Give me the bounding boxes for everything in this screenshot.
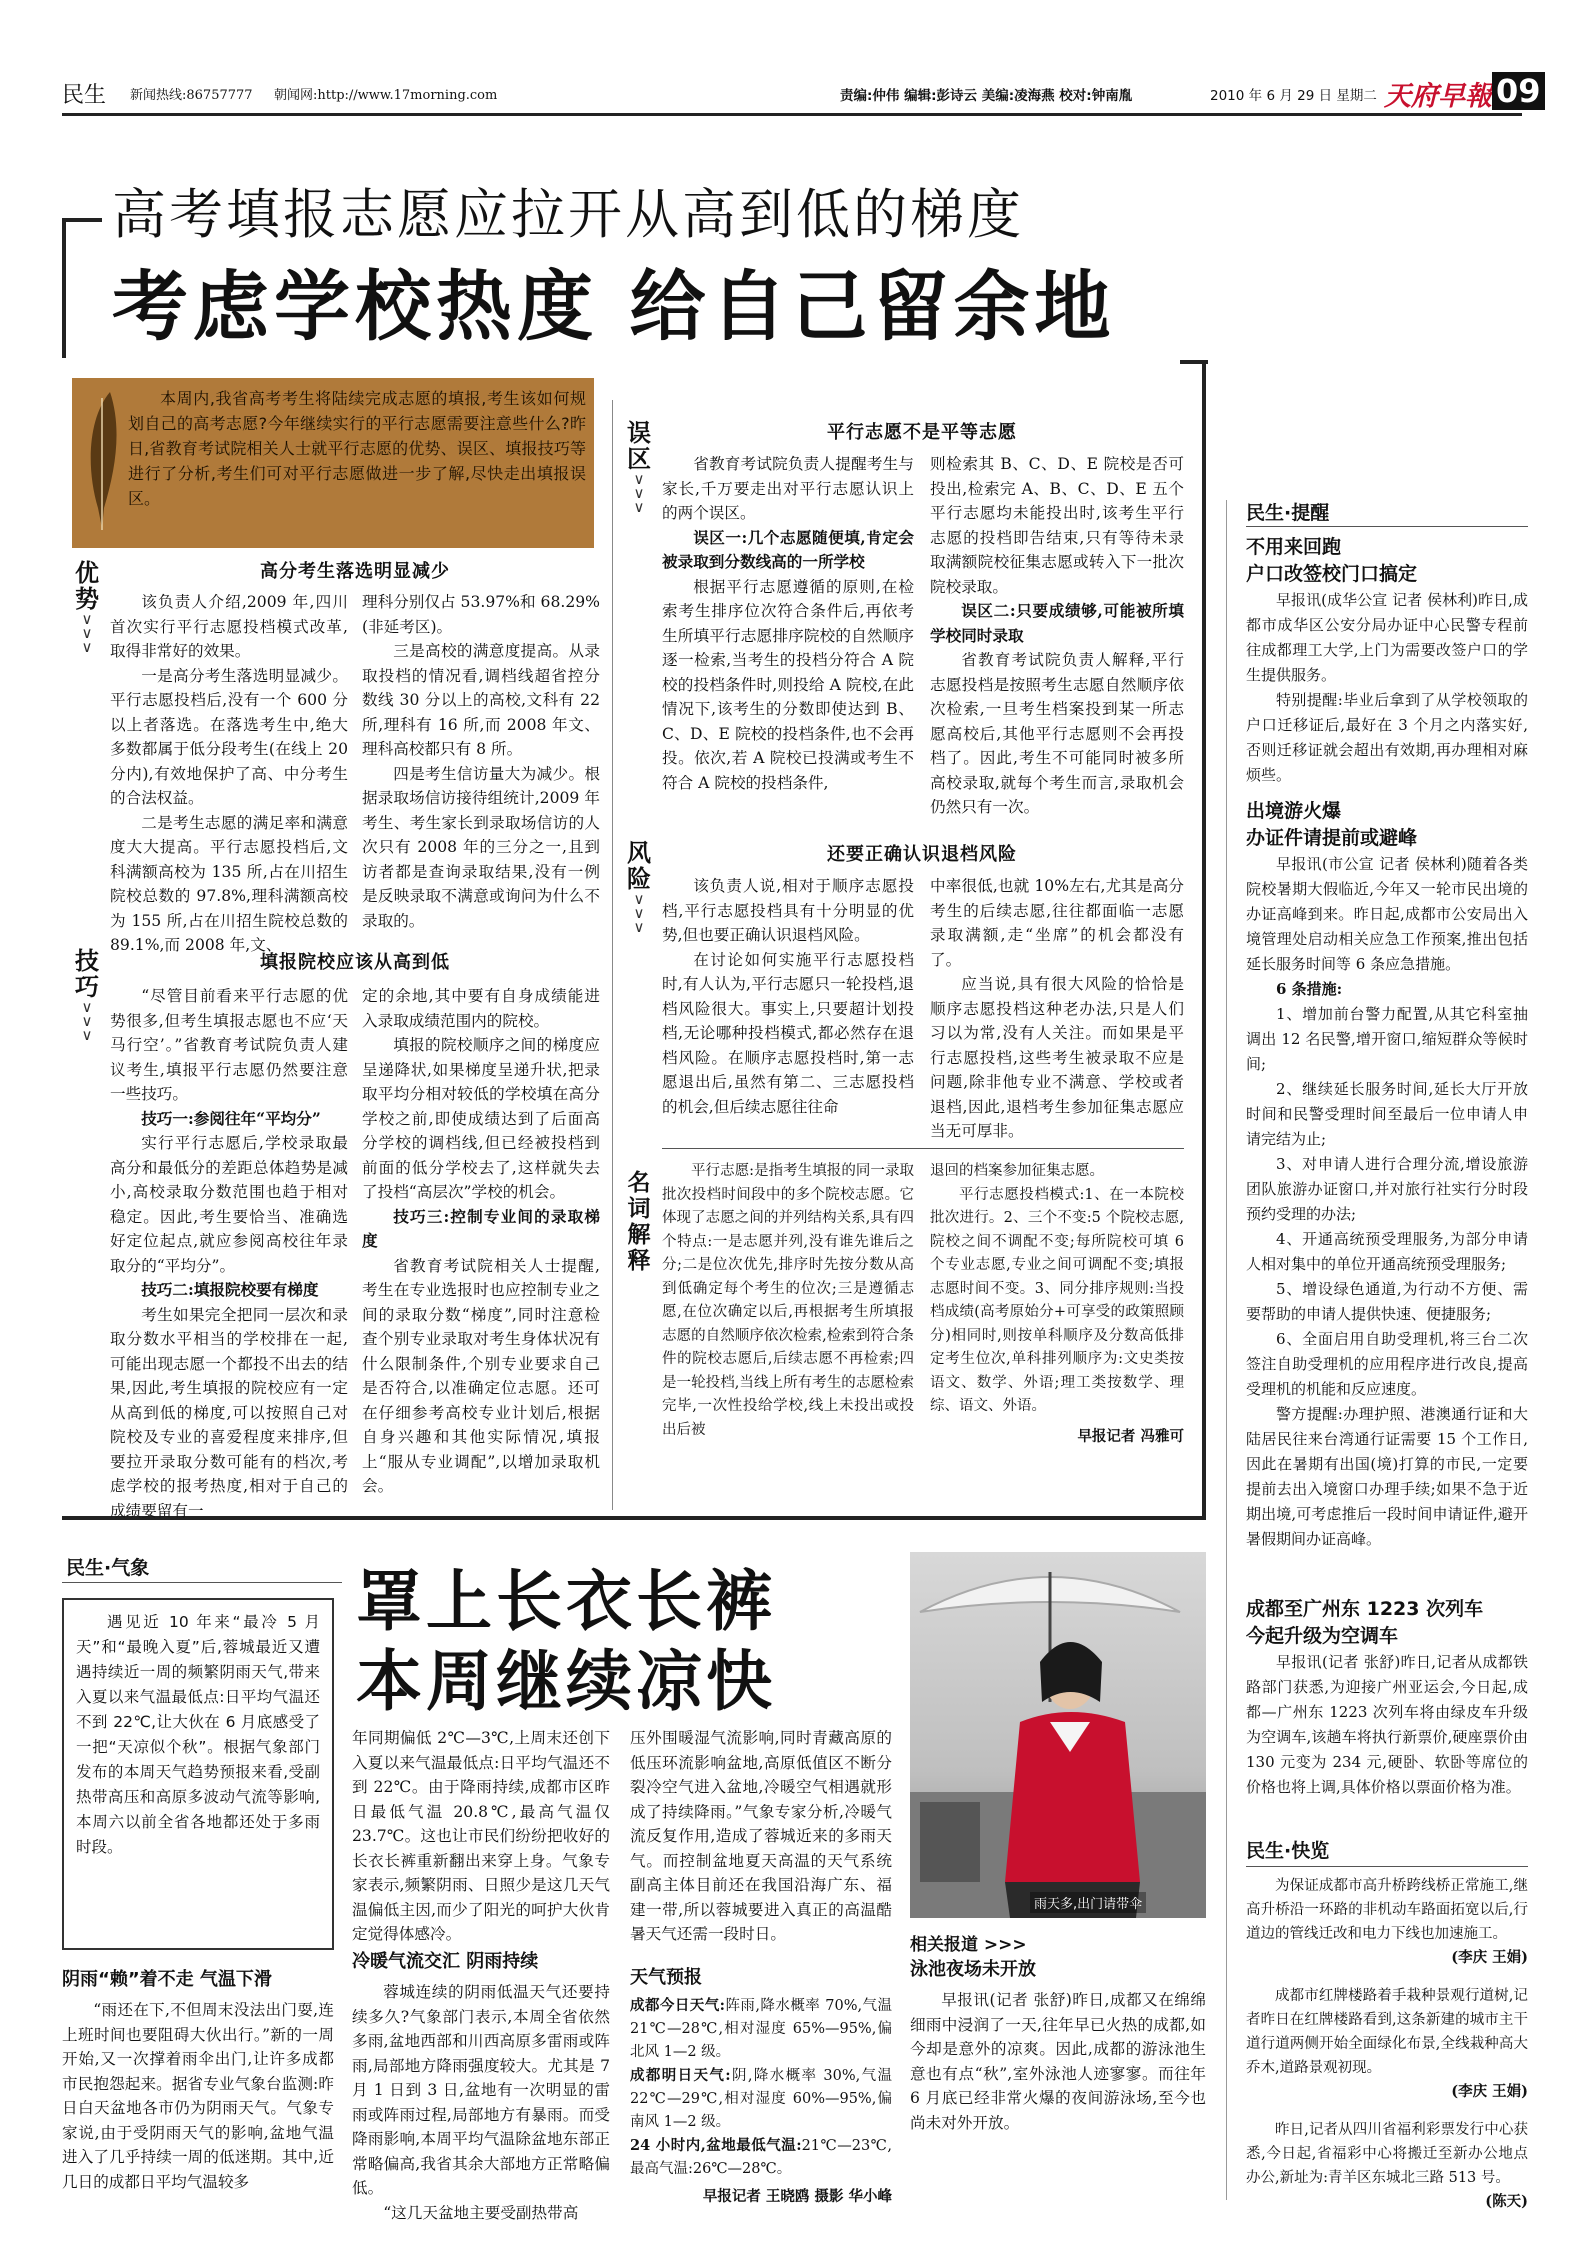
sec3-myth1: 误区一:几个志愿随便填,肯定会被录取到分数线高的一所学校 [662,527,914,571]
glossary-byline: 早报记者 冯雅可 [1077,1427,1184,1445]
sec3-col1 [662,452,914,795]
sec3-myth2: 误区二:只要成绩够,可能被所填学校同时录取 [930,601,1184,645]
news2-p7: 5、增设绿色通道,为行动不方便、需要帮助的申请人提供快速、便捷服务; [1246,1280,1528,1323]
frame-top-rule [1180,360,1208,364]
headline-subtitle: 高考填报志愿应拉开从高到低的梯度 [112,183,1024,246]
quick-text-2: 成都市红牌楼路着手栽种景观行道树,记者昨日在红牌楼路看到,这条新建的城市主干道行道两侧开始全面绿化布景,全线栽种高大乔木,道路景观初现。 [1246,1988,1528,2076]
quick-rule [1246,1866,1528,1867]
paper-logo: 天府早報 [1384,81,1492,112]
weather-col3 [630,1726,892,1947]
sidebar-news2 [1246,798,1528,1552]
news3-p1: 早报讯(记者 张舒)昨日,记者从成都铁路部门获悉,为迎接广州亚运会,今日起,成都—广州东 1223 次列车将由绿皮车升级为空调车,该趟车将执行新票价,硬座票价由 130 元变为 234 元,硬卧、软卧等席位的价格也将上调,具体价格以票面价格为准。 [1246,1653,1528,1796]
sec2-col1 [110,984,348,1523]
weather-sub1: 阴雨“赖”着不走 气温下滑 [62,1969,272,1990]
weather-section-label: 民生·气象 [66,1557,150,1579]
label-risk-text: 风险 [627,839,651,893]
umbrella-woman-illustration [910,1552,1206,1918]
sec2-tip2: 技巧二:填报院校要有梯度 [141,1280,319,1299]
news2-title2: 办证件请提前或避峰 [1246,827,1418,849]
forecast-label-1: 成都今日天气: [630,1997,726,2014]
weather-p2: 年同期偏低 2℃—3℃,上周末还创下入夏以来气温最低点:日平均气温还不到 22℃。由于降雨持续,成都市区昨日最低气温 20.8℃,最高气温仅 23.7℃。这也让市民们纷纷把收好的长衣长裤重新翻出来穿上身。气象专家表示,频繁阴雨、日照少是这几天气温偏低主因,而少了阳光的呵护大伙肯定觉得体感冷。 [352,1729,610,1943]
main-column-divider [612,400,613,1510]
news2-p5: 3、对申请人进行合理分流,增设旅游团队旅游办证窗口,并对旅行社实行分时段预约受理的办法; [1246,1155,1528,1223]
sec1-p5: 三是高校的满意度提高。从录取投档的情况看,调档线超省控分数线 30 分以上的高校,文科有 22 所,理科有 16 所,而 2008 年文、理科高校都只有 8 所。 [362,642,600,758]
news2-title1: 出境游火爆 [1246,800,1342,822]
forecast-text-3: 21℃—23℃,最高气温:26℃—28℃。 [630,2138,892,2177]
sec1-title: 高分考生落选明显减少 [260,561,450,582]
news3-title1: 成都至广州东 1223 次列车 [1246,1598,1484,1620]
intro-paragraph: 本周内,我省高考考生将陆续完成志愿的填报,考生该如何规划自己的高考志愿?今年继续实行的平行志愿需要注意些什么?昨日,省教育考试院相关人士就平行志愿的优势、误区、填报技巧等进行了分析,考生们可对平行志愿做进一步了解,尽快走出填报误区。 [128,389,586,508]
sec1-col1 [110,590,348,958]
sec1-p6: 四是考生信访量大为减少。根据录取场信访接待组统计,2009 年考生、考生家长到录取场信访的人次只有 2008 年的三分之一,且到访者都是查询录取结果,没有一例是反映录取不满意或询问为什么不录取的。 [362,764,600,930]
chevron-down-icon: ∨ ∨ ∨ [81,610,93,656]
quick-section-label: 民生·快览 [1246,1840,1330,1862]
sec2-p5: 填报的院校顺序之间的梯度应呈递降状,如果梯度呈递升状,把录取平均分相对较低的学校填在高分学校之前,即使成绩达到了后面高分学校的调档线,但已经被投档到前面的低分学校去了,这样就失去了投档“高层次”学校的机会。 [362,1036,600,1201]
weather-sub2: 冷暖气流交汇 阴雨持续 [352,1951,539,1972]
related-body [910,1988,1206,2135]
weather-col2-bottom [352,1980,610,2225]
weather-col1 [62,1998,334,2194]
news2-p3: 1、增加前台警力配置,从其它科室抽调出 12 名民警,增开窗口,缩短群众等候时间; [1246,1005,1528,1073]
photo-caption: 雨天多,出门请带伞 [1030,1892,1146,1913]
headline-corner-top [62,218,102,222]
sec2-p6: 省教育考试院相关人士提醒,考生在专业选报时也应控制专业之间的录取分数“梯度”,同时注意检查个别专业录取对考生身体状况有什么限制条件,个别专业要求自己是否符合,以准确定位志愿。还可在仔细参考高校专业计划后,根据自身兴趣和其他实际情况,填报上“服从专业调配”,以增加录取机会。 [362,1256,600,1495]
quick-text-3: 昨日,记者从四川省福利彩票发行中心获悉,今日起,省福彩中心将搬迁至新办公地点办公,新址为:青羊区东城北三路 513 号。 [1246,2122,1528,2186]
weather-p1: “雨还在下,不但周末没法出门耍,连上班时间也要阻碍大伙出行。”新的一周开始,又一次撑着雨伞出门,让许多成都市民抱怨起来。据省专业气象台监测:昨日白天盆地各市仍为阴雨天气。气象专家说,由于受阴雨天气的影响,盆地气温进入了几乎持续一周的低迷期。其中,近几日的成都日平均气温较多 [62,2001,334,2191]
news1-p1: 早报讯(成华公宣 记者 侯林利)昨日,成都市成华区公安分局办证中心民警专程前往成都理工大学,上门为需要改签户口的学生提供服务。 [1246,591,1528,684]
list-item [1246,1984,1528,2104]
sec1-p2: 一是高分考生落选明显减少。平行志愿投档后,没有一个 600 分以上者落选。在落选考生中,绝大多数都属于低分段考生(在线上 20 分内),有效地保护了高、中分考生的合法权益。 [110,666,348,807]
news2-p8: 6、全面启用自助受理机,将三台二次签注自助受理机的应用程序进行改良,提高受理机的机能和反应速度。 [1246,1330,1528,1398]
sec2-p2: 实行平行志愿后,学校录取最高分和最低分的差距总体趋势是减小,高校录取分数范围也趋于相对稳定。因此,考生要恰当、准确选好定位起点,就应参阅高校往年录取分的“平均分”。 [110,1134,348,1275]
quick-byline-1: (李庆 王娟) [1451,1949,1528,1966]
glossary-col2 [930,1160,1184,1448]
news1-title2: 户口改签校门口搞定 [1246,563,1418,585]
weather-title-1: 罩上长衣长裤 [356,1563,776,1640]
label-tips [72,948,102,1042]
sec1-col2 [362,590,600,933]
list-item [630,1994,892,2064]
quick-list [1246,1874,1528,2214]
sec4-col1 [662,874,914,1119]
sec3-p1: 省教育考试院负责人提醒考生与家长,千万要走出对平行志愿认识上的两个误区。 [662,455,914,522]
label-misunderstanding [624,420,654,514]
sec1-p1: 该负责人介绍,2009 年,四川首次实行平行志愿投档模式改革,取得非常好的效果。 [110,593,348,660]
glossary-p2: 退回的档案参加征集志愿。 [930,1163,1104,1179]
label-advantage-text: 优势 [75,559,99,613]
hotline: 新闻热线:86757777 [130,88,253,103]
list-item [1246,2118,1528,2214]
sec2-p1: “尽管目前看来平行志愿的优势很多,但考生填报志愿也不应‘天马行空’。”省教育考试院负责人建议考生,填报平行志愿仍然要注意一些技巧。 [110,987,348,1103]
sidebar-news3 [1246,1596,1528,1800]
related-title: 泳池夜场未开放 [910,1959,1036,1980]
sidebar-divider [1226,500,1227,2200]
credits: 责编:仲伟 编辑:彭诗云 美编:凌海燕 校对:钟南胤 [840,88,1133,104]
label-risk [624,840,654,934]
chevron-down-icon: ∨ ∨ ∨ [81,998,93,1044]
forecast-text-2: 阴,降水概率 30%,气温 22℃—29℃,相对湿度 60%—95%,偏南风 1—2 级。 [630,2068,892,2130]
list-item [1246,1874,1528,1970]
glossary-p3: 平行志愿投档模式:1、在一本院校批次进行。2、三个不变:5 个院校志愿,院校之间不调配不变;每所院校可填 6 个专业志愿,专业之间可调配不变;填报志愿时间不变。3、同分排序规则:当投档成绩(高考原始分+可享受的政策照顾分)相同时,则按单科顺序及分数高低排定考生位次,单科排列顺序为:文史类按语文、数学、外语;理工类按数学、理综、语文、外语。 [930,1186,1184,1414]
quick-byline-3: (陈天) [1485,2193,1528,2210]
feather-quill-icon [80,388,126,538]
headline-corner-left [62,218,66,358]
weather-p5: 压外围暖湿气流影响,同时青藏高原的低压环流影响盆地,高原低值区不断分裂冷空气进入盆地,冷暖空气相遇就形成了持续降雨。”气象专家分析,冷暖气流反复作用,造成了蓉城近来的多雨天气。而控制盆地夏天高温的天气系统副高主体目前还在我国沿海广东、福建一带,所以蓉城要进入真正的高温酷暑天气还需一段时日。 [630,1729,892,1943]
quick-text-1: 为保证成都市高升桥跨线桥正常施工,继高升桥沿一环路的非机动车路面拓宽以后,行道边的管线迁改和电力下线也加速施工。 [1246,1878,1528,1942]
news2-p4: 2、继续延长服务时间,延长大厅开放时间和民警受理时间至最后一位申请人申请完结为止; [1246,1080,1528,1148]
forecast-list [630,1994,892,2208]
label-advantage [72,560,102,654]
weather-title-2: 本周继续凉快 [356,1643,776,1720]
label-misunderstanding-text: 误区 [627,419,651,473]
chevron-down-icon: ∨ ∨ ∨ [633,890,645,936]
news3-title2: 今起升级为空调车 [1246,1625,1399,1647]
sidebar-rule [1246,526,1528,527]
forecast-title: 天气预报 [630,1967,702,1988]
weather-lead-box [62,1598,334,1950]
header-rule [62,113,1522,116]
news1-title1: 不用来回跑 [1246,536,1342,558]
weather-byline: 早报记者 王晓鸥 摄影 华小峰 [702,2188,892,2205]
news1-p2: 特别提醒:毕业后拿到了从学校领取的户口迁移证后,最好在 3 个月之内落实好,否则迁移证就会超出有效期,再办理相对麻烦些。 [1246,691,1528,784]
sec2-p4: 定的余地,其中要有自身成绩能进入录取成绩范围内的院校。 [362,987,600,1030]
issue-date: 2010 年 6 月 29 日 星期二 [1210,88,1377,104]
weather-lead: 遇见近 10 年来“最冷 5 月天”和“最晚入夏”后,蓉城最近又遭遇持续近一周的频繁阴雨天气,带来入夏以来气温最低点:日平均气温还不到 22℃,让大伙在 6 月底感受了一把“天凉似个秋”。根据气象部门发布的本周天气趋势预报来看,受副热带高压和高原多波动气流等影响,本周六以前全省各地都还处于多雨时段。 [76,1613,320,1856]
chevron-down-icon: ∨ ∨ ∨ [633,470,645,516]
quick-byline-2: (李庆 王娟) [1451,2083,1528,2100]
sec2-title: 填报院校应该从高到低 [260,952,450,973]
sec2-tip1: 技巧一:参阅往年“平均分” [141,1108,321,1128]
weather-col2-top [352,1726,610,1947]
intro-box [72,378,594,548]
glossary-col1 [662,1160,914,1442]
sidebar-section-label: 民生·提醒 [1246,502,1330,524]
headline-title: 考虑学校热度 给自己留余地 [112,262,1116,351]
sec3-p2: 根据平行志愿遵循的原则,在检索考生排序位次符合条件后,再依考生所填平行志愿排序院校的自然顺序逐一检索,当考生的投档分符合 A 院校的投档条件时,则投给 A 院校,在此情况下,该考生的分数即使达到 B、C、D、E 院校的投档条件,也不会再投。依次,若 A 院校已投满或考生不符合 A 院校的投档条件, [662,577,914,792]
forecast-label-2: 成都明日天气: [630,2067,731,2084]
section-label: 民生 [62,83,107,108]
weather-p4: “这几天盆地主要受副热带高 [383,2203,579,2222]
news2-p2: 6 条措施: [1276,980,1343,998]
news2-p6: 4、开通高统预受理服务,为部分申请人相对集中的单位开通高统预受理服务; [1246,1230,1528,1273]
page-header [62,72,1541,112]
sec4-col2 [930,874,1184,1144]
sec3-p3: 则检索其 B、C、D、E 院校是否可投出,检索完 A、B、C、D、E 五个平行志愿均未能投出时,该考生平行志愿的投档即告结束,只有等待未录取满额院校征集志愿或转入下一批次院校录取。 [930,455,1184,596]
sec1-p4: 理科分别仅占 53.97%和 68.29%(非延考区)。 [362,593,600,636]
label-tips-text: 技巧 [75,947,99,1001]
sec4-p4: 应当说,具有很大风险的恰恰是顺序志愿投档这种老办法,只是人们习以为常,没有人关注。而如果是平行志愿投档,这些考生被录取不应是问题,除非他专业不满意、学校或者退档,因此,退档考生参加征集志愿应当无可厚非。 [930,975,1184,1140]
news2-p1: 早报讯(市公宣 记者 侯林利)随着各类院校暑期大假临近,今年又一轮市民出境的办证高峰到来。昨日起,成都市公安局出入境管理处启动相关应急工作预案,推出包括延长服务时间等 6 条应急措施。 [1246,855,1528,973]
related-paragraph: 早报讯(记者 张舒)昨日,成都又在绵绵细雨中浸润了一天,往年早已火热的成都,如今却是意外的凉爽。因此,成都的游泳池生意也有点“秋”,室外泳池人迹寥寥。而往年 6 月底已经非常火爆的夜间游泳场,至今也尚未对外开放。 [910,1991,1206,2132]
forecast-label-3: 24 小时内,盆地最低气温: [630,2137,802,2154]
sec3-col2 [930,452,1184,820]
related-label: 相关报道 >>> [910,1935,1027,1955]
glossary-rule [662,1148,1184,1149]
sec1-p3: 二是考生志愿的满足率和满意度大大提高。平行志愿投档后,文科满额高校为 135 所,占在川招生院校总数的 97.8%,理科满额高校为 155 所,占在川招生院校总数的 89.1%,而 2008 年,文、 [110,813,348,954]
sec2-col2 [362,984,600,1499]
page-number: 09 [1492,72,1545,110]
sec3-p4: 省教育考试院负责人解释,平行志愿投档是按照考生志愿自然顺序依次检索,一旦考生档案投到某一所志愿高校后,其他平行志愿则不会再投档了。因此,考生不可能同时被多所高校录取,就每个考生而言,录取机会仍然只有一次。 [930,651,1184,816]
label-glossary-text: 名词解释 [627,1170,651,1274]
sec4-p3: 中率很低,也就 10%左右,尤其是高分考生的后续志愿,往往都面临一志愿录取满额,走“坐席”的机会都没有了。 [930,877,1184,969]
weather-photo [910,1552,1206,1918]
label-glossary [624,1170,654,1274]
list-item [630,2064,892,2134]
sec3-title: 平行志愿不是平等志愿 [827,422,1017,443]
website: 朝闻网:http://www.17morning.com [274,88,498,103]
sec4-p1: 该负责人说,相对于顺序志愿投档,平行志愿投档具有十分明显的优势,但也要正确认识退档风险。 [662,877,914,944]
sec4-title: 还要正确认识退档风险 [827,844,1017,865]
intro-text [128,386,586,511]
sidebar-news1 [1246,534,1528,788]
weather-section-rule [62,1582,342,1583]
weather-p3: 蓉城连续的阴雨低温天气还要持续多久?气象部门表示,本周全省依然多雨,盆地西部和川西高原多雷雨或阵雨,局部地方降雨强度较大。尤其是 7 月 1 日到 3 日,盆地有一次明显的雷雨或阵雨过程,局部地方有暴雨。而受降雨影响,本周平均气温除盆地东部正常略偏高,我省其余大部地方正常略偏低。 [352,1983,610,2197]
sec2-tip3: 技巧三:控制专业间的录取梯度 [362,1206,600,1250]
forecast-text-1: 阵雨,降水概率 70%,气温 21℃—28℃,相对湿度 65%—95%,偏北风 1—2 级。 [630,1998,892,2060]
sec2-p3: 考生如果完全把同一层次和录取分数水平相当的学校排在一起,可能出现志愿一个都投不出去的结果,因此,考生填报的院校应有一定从高到低的梯度,可以按照自己对院校及专业的喜爱程度来排序,但要拉开录取分数可能有的档次,考虑学校的报考热度,相对于自己的成绩要留有一 [110,1305,348,1520]
glossary-p1: 平行志愿:是指考生填报的同一录取批次投档时间段中的多个院校志愿。它体现了志愿之间的并列结构关系,具有四个特点:一是志愿并列,没有谁先谁后之分;二是位次优先,排序时先按分数从高到低确定每个考生的位次;三是遵循志愿,在位次确定以后,再根据考生所填报志愿的自然顺序依次检索,检索到符合条件的院校志愿后,后续志愿不再检索;四是一轮投档,当线上所有考生的志愿检索完毕,一次性投给学校,线上未投出或投出后被 [662,1163,914,1438]
list-item [630,2134,892,2181]
sec4-p2: 在讨论如何实施平行志愿投档时,有人认为,平行志愿只一轮投档,退档风险很大。事实上,只要超计划投档,无论哪种投档模式,都必然存在退档风险。在顺序志愿投档时,第一志愿退出后,虽然有第二、三志愿投档的机会,但后续志愿往往命 [662,950,914,1116]
news2-p9: 警方提醒:办理护照、港澳通行证和大陆居民往来台湾通行证需要 15 个工作日,因此在暑期有出国(境)打算的市民,一定要提前去出入境窗口办理手续;如果不急于近期出境,可考虑推后一段时间申请证件,避开暑假期间办证高峰。 [1246,1405,1528,1548]
